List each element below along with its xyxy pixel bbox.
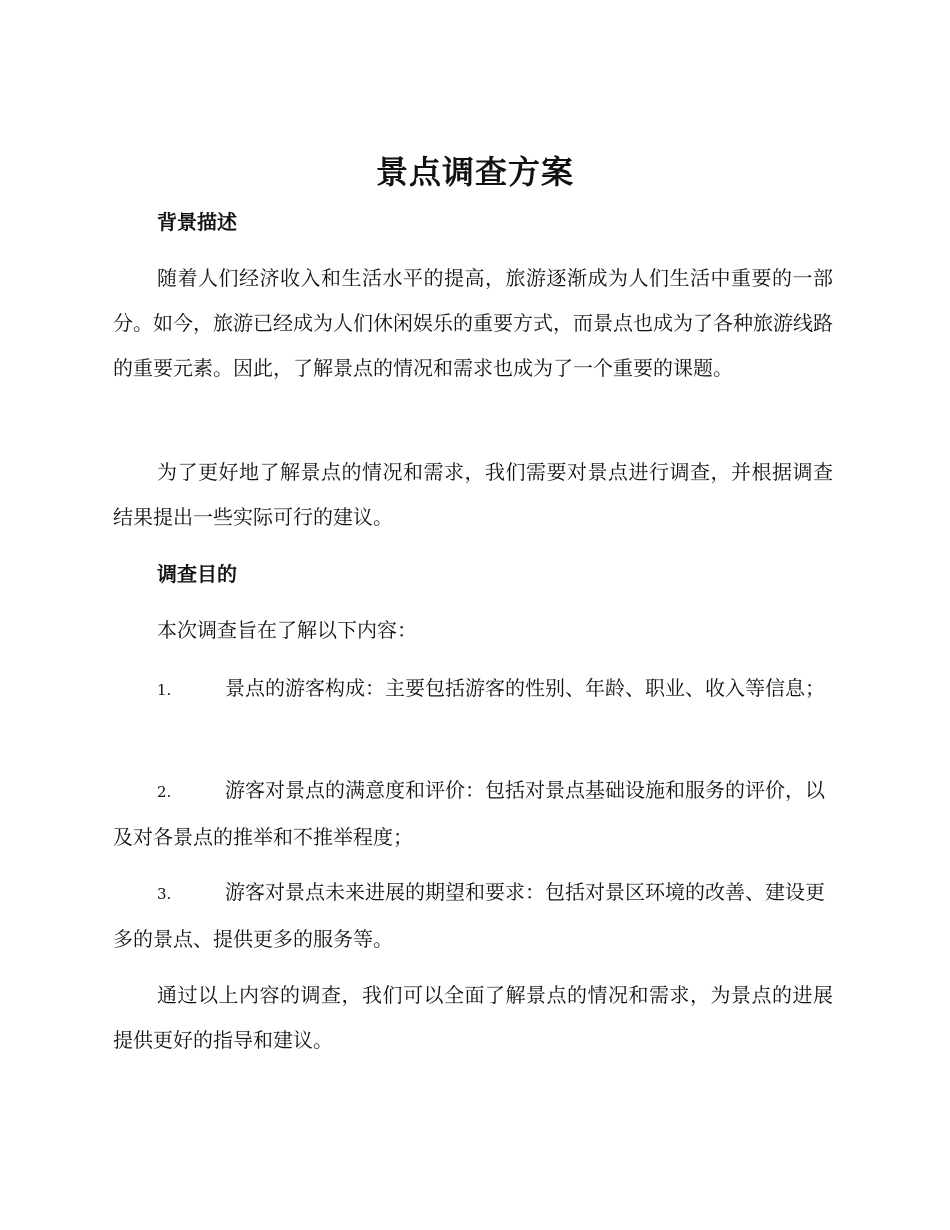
background-paragraph-1: 随着人们经济收入和生活水平的提高，旅游逐渐成为人们生活中重要的一部分。如今，旅游已经成为人们休闲娱乐的重要方式，而景点也成为了各种旅游线路的重要元素。因此，了解景点的情况和需求也成为了一个重要的课题。 [113, 266, 833, 380]
list-item-text: 游客对景点未来进展的期望和要求：包括对景区环境的改善、建设更多的景点、提供更多的服务等。 [113, 880, 825, 951]
section-heading-background: 背景描述 [157, 210, 237, 234]
purpose-conclusion: 通过以上内容的调查，我们可以全面了解景点的情况和需求，为景点的进展提供更好的指导和建议。 [113, 983, 833, 1052]
document-title: 景点调查方案 [375, 153, 574, 191]
list-item [113, 870, 833, 962]
list-item [113, 768, 833, 860]
section-heading-purpose: 调查目的 [157, 562, 237, 586]
list-item-text: 游客对景点的满意度和评价：包括对景点基础设施和服务的评价，以及对各景点的推举和不推举程度； [113, 778, 825, 849]
list-item [113, 666, 833, 713]
list-item-number: 3. [157, 885, 172, 903]
background-paragraph-2: 为了更好地了解景点的情况和需求，我们需要对景点进行调查，并根据调查结果提出一些实际可行的建议。 [113, 460, 833, 529]
list-item-number: 1. [157, 681, 172, 699]
purpose-intro: 本次调查旨在了解以下内容： [157, 618, 417, 642]
list-item-text: 景点的游客构成：主要包括游客的性别、年龄、职业、收入等信息； [225, 676, 825, 700]
list-item-number: 2. [157, 783, 172, 801]
